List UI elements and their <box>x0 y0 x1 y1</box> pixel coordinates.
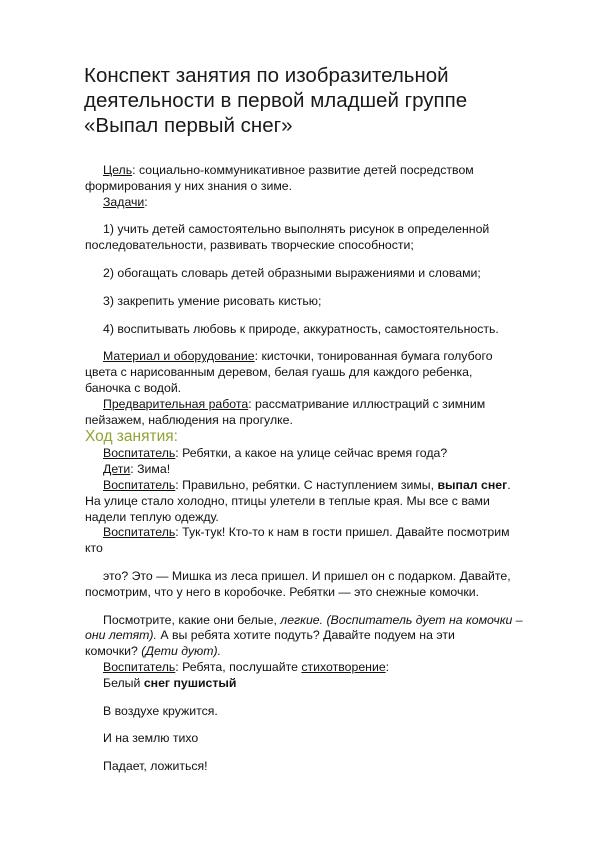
tasks-label-line <box>85 195 555 211</box>
dialog-3-line-3: надели теплую одежду. <box>85 509 219 524</box>
tasks-colon: : <box>144 194 148 209</box>
dialog-6-text-f: комочки? <box>85 644 142 659</box>
dialog-6-line-3 <box>85 644 555 660</box>
dialog-6-italic-b: легкие. <box>280 612 324 627</box>
document-body <box>85 163 555 775</box>
dialog-6-line-1 <box>85 613 555 629</box>
dialog-1 <box>85 446 555 462</box>
dialog-6-text-e: А вы ребята хотите подуть? Давайте подуем на эти <box>156 628 455 643</box>
dialog-7 <box>85 660 555 676</box>
task-4: 4) воспитывать любовь к природе, аккуратность, самостоятельность. <box>103 321 499 336</box>
dialog-4-line-1 <box>85 525 555 541</box>
course-heading: Ход занятия: <box>85 428 178 446</box>
prework-label: Предварительная работа <box>103 396 249 411</box>
material-line-3: баночка с водой. <box>85 380 182 395</box>
goal-text-1: : социально-коммуникативное развитие детей посредством <box>132 163 474 177</box>
dialog-6-line-2 <box>85 628 555 644</box>
dialog-6-text-a: Посмотрите, какие они белые, <box>103 612 281 627</box>
poem-line-1-a: Белый <box>103 675 144 690</box>
dialog-1-text: : Ребятки, а какое на улице сейчас время года? <box>175 446 448 461</box>
material-label: Материал и оборудование <box>103 349 255 364</box>
poem-line-2: В воздухе кружится. <box>103 703 218 718</box>
dialog-5-line-2: посмотрим, что у него в коробочке. Ребятки — это снежные комочки. <box>85 584 480 599</box>
dialog-4-text-a: : Тук-тук! Кто-то к нам в гости пришел. Давайте посмотрим <box>175 525 510 540</box>
material-text-1: : кисточки, тонированная бумага голубого <box>254 349 493 364</box>
dialog-6-italic-d: они летят). <box>85 628 157 643</box>
dialog-7-text-a: : Ребята, послушайте <box>175 659 302 674</box>
prework-line-1 <box>85 397 555 413</box>
task-1-line-1: 1) учить детей самостоятельно выполнять рисунок в определенной <box>103 222 490 237</box>
dialog-7-text-c: : <box>385 659 390 674</box>
dialog-6-italic-g: (Дети дуют). <box>141 644 222 659</box>
speaker-kids: Дети <box>103 462 131 477</box>
poem-link-word: стихотворение <box>301 659 386 674</box>
goal-label: Цель <box>103 163 133 177</box>
title-line-1: Конспект занятия по изобразительной <box>84 64 449 87</box>
dialog-2 <box>85 462 555 478</box>
material-line-1 <box>85 349 555 365</box>
dialog-4-line-2: кто <box>85 541 103 556</box>
speaker-teacher: Воспитатель <box>103 525 176 540</box>
dialog-6-italic-c: (Воспитатель дует на комочки – <box>323 612 523 627</box>
poem-line-1 <box>85 676 555 692</box>
material-line-2: цвета с нарисованным деревом, белая гуашь для каждого ребенка, <box>85 365 473 380</box>
speaker-teacher: Воспитатель <box>103 477 176 492</box>
task-3: 3) закрепить умение рисовать кистью; <box>103 293 322 308</box>
speaker-teacher: Воспитатель <box>103 659 176 674</box>
goal-line-1 <box>85 163 555 179</box>
dialog-3-bold: выпал снег <box>437 477 508 492</box>
dialog-3-text-a: : Правильно, ребятки. С наступлением зимы, <box>175 477 438 492</box>
poem-line-1-bold: снег пушистый <box>143 675 237 690</box>
dialog-3-line-1 <box>85 478 555 494</box>
poem-line-4: Падает, ложиться! <box>103 759 208 774</box>
dialog-3-line-2: На улице стало холодно, птицы улетели в теплые края. Мы все с вами <box>85 493 490 508</box>
tasks-label: Задачи <box>103 194 145 209</box>
dialog-5-line-1: это? Это — Мишка из леса пришел. И пришел он с подарком. Давайте, <box>103 568 511 583</box>
task-1-line-2: последовательности, развивать творческие способности; <box>85 238 414 253</box>
title-line-3: «Выпал первый снег» <box>84 114 293 137</box>
prework-text-1: : рассматривание иллюстраций с зимним <box>248 396 486 411</box>
dialog-2-text: : Зима! <box>130 462 171 477</box>
prework-line-2: пейзажем, наблюдения на прогулке. <box>85 412 293 427</box>
goal-line-2: формирования у них знания о зиме. <box>85 178 293 193</box>
speaker-teacher: Воспитатель <box>103 446 176 461</box>
poem-line-3: И на землю тихо <box>103 731 199 746</box>
title-line-2: деятельности в первой младшей группе <box>84 89 468 112</box>
task-2: 2) обогащать словарь детей образными выражениями и словами; <box>103 265 481 280</box>
dialog-3-text-c: . <box>507 477 511 492</box>
document-title <box>84 63 554 138</box>
